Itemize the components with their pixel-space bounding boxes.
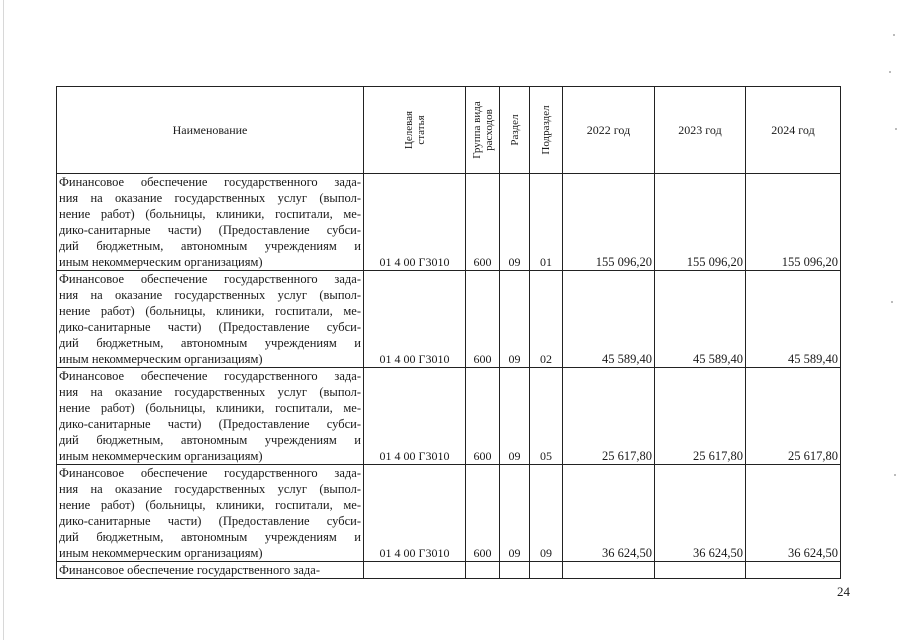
row-name-line: Финансовое обеспечение государственного зада-: [59, 175, 361, 189]
row-section: [500, 562, 530, 579]
row-amount-2023: 155 096,20: [655, 174, 746, 271]
row-amount-2023: 25 617,80: [655, 368, 746, 465]
row-amount-2022: [563, 562, 655, 579]
row-name-line: дий бюджетным, автономным учреждениям и: [59, 530, 361, 544]
row-section: 09: [500, 465, 530, 562]
row-subsection: 05: [530, 368, 563, 465]
row-amount-2024: 36 624,50: [746, 465, 841, 562]
row-name-cell: [57, 271, 364, 368]
row-section: 09: [500, 368, 530, 465]
row-target-article: 01 4 00 Г3010: [364, 271, 466, 368]
row-name-cell: [57, 465, 364, 562]
row-amount-2024: 45 589,40: [746, 271, 841, 368]
header-subsection-label: Подраздел: [540, 105, 552, 155]
header-target-article-line: статья: [414, 115, 427, 145]
row-amount-2024: [746, 562, 841, 579]
row-target-article: 01 4 00 Г3010: [364, 174, 466, 271]
row-subsection: 09: [530, 465, 563, 562]
row-name-line: иным некоммерческим организациям): [59, 546, 263, 560]
scan-speck: [889, 71, 891, 73]
scan-speck: [894, 474, 896, 476]
row-name-line: ния на оказание государственных услуг (выпол-: [59, 385, 361, 399]
table-row: [57, 174, 841, 271]
row-amount-2022: 25 617,80: [563, 368, 655, 465]
row-name-line: иным некоммерческим организациям): [59, 255, 263, 269]
header-year-2022: 2022 год: [563, 87, 655, 174]
scan-speck: [891, 301, 893, 303]
header-section: [500, 87, 530, 174]
row-name-line: дико-санитарные части) (Предоставление субси-: [59, 514, 361, 528]
row-name-line: нение работ) (больницы, клиники, госпитали, ме-: [59, 304, 361, 318]
row-subsection: 01: [530, 174, 563, 271]
row-name-line: иным некоммерческим организациям): [59, 352, 263, 366]
table-row: [57, 271, 841, 368]
row-name-cell: [57, 368, 364, 465]
row-subsection: [530, 562, 563, 579]
row-name-line: нение работ) (больницы, клиники, госпитали, ме-: [59, 498, 361, 512]
row-target-article: 01 4 00 Г3010: [364, 368, 466, 465]
row-target-article: [364, 562, 466, 579]
header-expense-group: [466, 87, 500, 174]
row-name-line: Финансовое обеспечение государственного зада-: [59, 369, 361, 383]
row-amount-2022: 155 096,20: [563, 174, 655, 271]
table-row: [57, 368, 841, 465]
row-amount-2024: 25 617,80: [746, 368, 841, 465]
row-subsection: 02: [530, 271, 563, 368]
row-name-line: дико-санитарные части) (Предоставление субси-: [59, 417, 361, 431]
row-amount-2022: 45 589,40: [563, 271, 655, 368]
row-name-line: ния на оказание государственных услуг (выпол-: [59, 482, 361, 496]
row-name-line: дико-санитарные части) (Предоставление субси-: [59, 223, 361, 237]
row-name-line: дико-санитарные части) (Предоставление субси-: [59, 320, 361, 334]
row-amount-2024: 155 096,20: [746, 174, 841, 271]
header-subsection: [530, 87, 563, 174]
row-section: 09: [500, 174, 530, 271]
header-year-2024: 2024 год: [746, 87, 841, 174]
page-number: 24: [837, 584, 850, 599]
row-name-line: нение работ) (больницы, клиники, госпитали, ме-: [59, 207, 361, 221]
table-header-row: [57, 87, 841, 174]
row-section: 09: [500, 271, 530, 368]
row-name-cell: [57, 562, 364, 579]
scan-speck: [893, 34, 895, 36]
header-target-article: [364, 87, 466, 174]
table-row: [57, 465, 841, 562]
header-section-label: Раздел: [508, 114, 521, 146]
row-target-article: 01 4 00 Г3010: [364, 465, 466, 562]
header-target-article-line: Целевая: [402, 110, 415, 150]
row-expense-group: 600: [466, 174, 500, 271]
row-name-line: Финансовое обеспечение государственного зада-: [59, 272, 361, 286]
row-name-line: Финансовое обеспечение государственного зада-: [59, 563, 320, 577]
row-name-line: дий бюджетным, автономным учреждениям и: [59, 433, 361, 447]
row-expense-group: 600: [466, 271, 500, 368]
row-name-line: ния на оказание государственных услуг (выпол-: [59, 288, 361, 302]
row-amount-2022: 36 624,50: [563, 465, 655, 562]
row-amount-2023: 36 624,50: [655, 465, 746, 562]
budget-table: [56, 86, 841, 579]
row-name-cell: [57, 174, 364, 271]
table-row: [57, 562, 841, 579]
row-name-line: иным некоммерческим организациям): [59, 449, 263, 463]
header-name: Наименование: [57, 87, 364, 174]
header-year-2023: 2023 год: [655, 87, 746, 174]
row-name-line: ния на оказание государственных услуг (выпол-: [59, 191, 361, 205]
row-expense-group: [466, 562, 500, 579]
header-expense-group-line: расходов: [482, 109, 495, 151]
row-name-line: дий бюджетным, автономным учреждениям и: [59, 239, 361, 253]
scan-speck: [895, 128, 897, 130]
row-name-line: нение работ) (больницы, клиники, госпитали, ме-: [59, 401, 361, 415]
row-amount-2023: [655, 562, 746, 579]
header-expense-group-line: Группа вида: [470, 101, 483, 159]
row-expense-group: 600: [466, 465, 500, 562]
row-expense-group: 600: [466, 368, 500, 465]
page-edge-line: [3, 0, 4, 640]
row-name-line: Финансовое обеспечение государственного зада-: [59, 466, 361, 480]
table-body: [57, 174, 841, 579]
row-name-line: дий бюджетным, автономным учреждениям и: [59, 336, 361, 350]
row-amount-2023: 45 589,40: [655, 271, 746, 368]
